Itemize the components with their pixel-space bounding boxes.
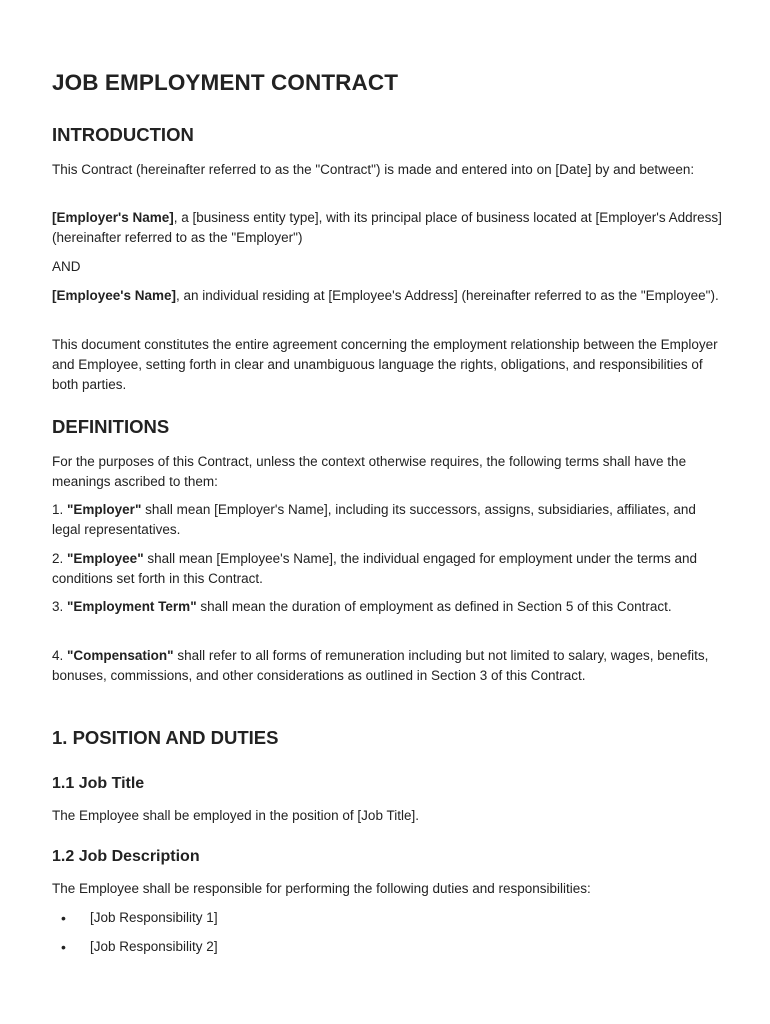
definition-item <box>52 549 722 589</box>
list-item-text: [Job Responsibility 1] <box>90 910 218 925</box>
definition-number: 3. <box>52 599 68 614</box>
employee-party-text: , an individual residing at [Employee's Address] (hereinafter referred to as the "Employee"). <box>176 288 719 303</box>
employer-party-text: , a [business entity type], with its principal place of business located at [Employer's Address] (hereinafter referred to as the "Employer") <box>52 210 722 245</box>
position-duties-heading: 1. POSITION AND DUTIES <box>52 727 279 748</box>
definition-text: shall mean [Employee's Name], the individual engaged for employment under the terms and conditions set forth in this Contract. <box>52 551 697 586</box>
list-item-text: [Job Responsibility 2] <box>90 939 218 954</box>
definition-term: "Employer" <box>67 502 142 517</box>
definition-item <box>52 646 722 686</box>
job-title-subheading: 1.1 Job Title <box>52 775 145 792</box>
definition-text: shall refer to all forms of remuneration including but not limited to salary, wages, benefits, bonuses, commissions, and other considerations as outlined in Section 3 of this Contract. <box>52 648 709 683</box>
definition-number: 2. <box>52 551 68 566</box>
job-title-paragraph: The Employee shall be employed in the position of [Job Title]. <box>52 808 419 823</box>
definition-term: "Employee" <box>67 551 144 566</box>
employer-name-placeholder: [Employer's Name] <box>52 210 174 225</box>
definition-number: 4. <box>52 648 68 663</box>
agreement-paragraph: This document constitutes the entire agreement concerning the employment relationship between the Employer and Employee, setting forth in clear and unambiguous language the rights, obligations, and responsibilities of both parties. <box>52 337 718 392</box>
job-description-subheading: 1.2 Job Description <box>52 848 200 865</box>
employer-party-paragraph <box>52 208 722 248</box>
intro-paragraph: This Contract (hereinafter referred to as the "Contract") is made and entered into on [Date] by and between: <box>52 162 695 177</box>
job-description-paragraph: The Employee shall be responsible for performing the following duties and responsibilities: <box>52 881 591 896</box>
document-title: JOB EMPLOYMENT CONTRACT <box>52 70 399 95</box>
definition-text: shall mean the duration of employment as defined in Section 5 of this Contract. <box>196 599 672 614</box>
definitions-intro: For the purposes of this Contract, unless the context otherwise requires, the following terms shall have the meanings ascribed to them: <box>52 454 687 489</box>
definition-term: "Compensation" <box>67 648 174 663</box>
definitions-heading: DEFINITIONS <box>52 416 170 437</box>
definition-term: "Employment Term" <box>67 599 197 614</box>
introduction-heading: INTRODUCTION <box>52 124 194 145</box>
definition-number: 1. <box>52 502 68 517</box>
bullet-icon: • <box>61 910 66 926</box>
definition-item <box>52 500 722 540</box>
employee-party-paragraph <box>52 286 722 306</box>
definition-text: shall mean [Employer's Name], including its successors, assigns, subsidiaries, affiliates, and legal representatives. <box>52 502 696 537</box>
definition-item <box>52 597 722 617</box>
bullet-icon: • <box>61 939 66 955</box>
and-separator: AND <box>52 259 81 274</box>
employee-name-placeholder: [Employee's Name] <box>52 288 177 303</box>
